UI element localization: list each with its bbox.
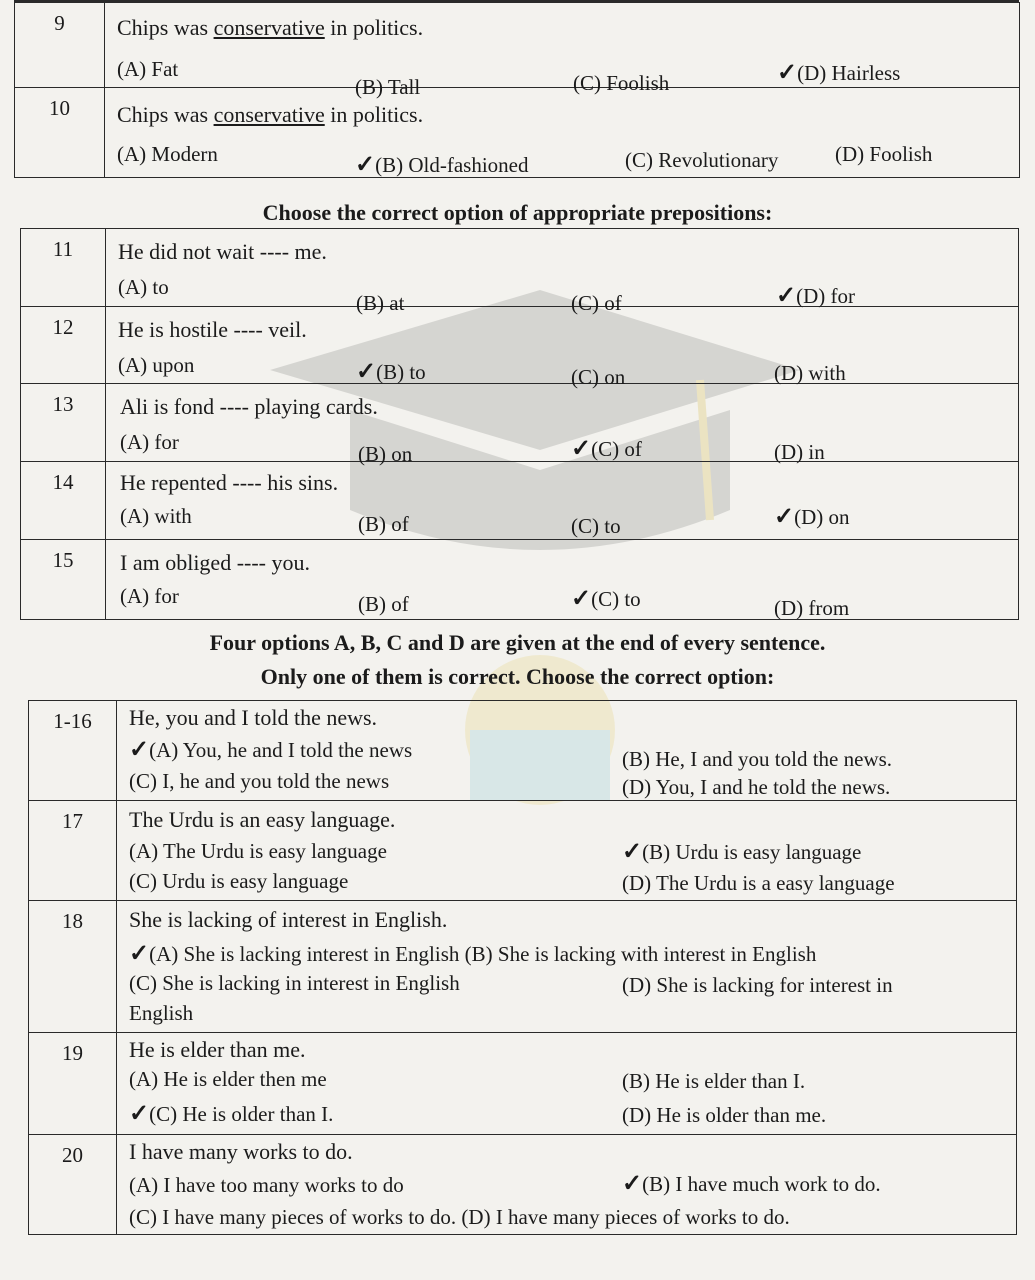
option-c[interactable]: (C) She is lacking in interest in English [129,971,460,995]
question-text: The Urdu is an easy language. [129,807,396,832]
option-a[interactable]: (A) upon [118,353,195,377]
option-a[interactable]: (A) for [120,584,179,608]
option-a[interactable]: (A) Fat [117,57,179,81]
option-a-correct[interactable] [129,735,412,764]
question-number: 20 [29,1135,117,1235]
option-c[interactable]: (C) Foolish [573,71,670,95]
option-label: (C) to [591,587,641,611]
option-a[interactable]: (A) for [120,430,179,454]
question-text: He repented ---- his sins. [120,470,339,495]
question-text: She is lacking of interest in English. [129,907,448,932]
question-sentence: Chips was conservative in politics. [117,15,424,40]
question-number: 18 [29,901,117,1033]
question-text: Ali is fond ---- playing cards. [120,394,378,419]
question-number: 19 [29,1033,117,1135]
underlined-word: conservative [213,102,325,127]
option-a[interactable]: (A) The Urdu is easy language [129,839,387,863]
option-d-correct[interactable] [774,502,850,531]
question-cell [106,540,1019,620]
option-label: (C) He is older than I. [149,1102,334,1126]
vocabulary-table [14,2,1020,178]
option-d[interactable]: (D) The Urdu is a easy language [622,871,895,895]
check-icon: ✓ [776,283,797,309]
option-a[interactable]: (A) to [118,275,169,299]
option-c-continued: English [129,1001,194,1025]
question-text: Chips was conservative in politics. [117,102,424,127]
option-c-d[interactable]: (C) I have many pieces of works to do. (D) I have many pieces of works to do. [129,1205,790,1229]
check-icon: ✓ [129,1101,150,1127]
check-icon: ✓ [571,586,592,612]
question-cell [105,88,1020,178]
question-text: He is elder than me. [129,1037,306,1062]
option-c-correct[interactable] [571,434,642,463]
option-d[interactable]: (D) She is lacking for interest in [622,973,893,997]
option-d[interactable]: (D) Foolish [835,142,933,166]
option-c[interactable]: (C) Revolutionary [625,148,779,172]
question-number: 10 [15,88,105,178]
option-c[interactable]: (C) I, he and you told the news [129,769,390,793]
option-b[interactable]: (B) of [358,512,409,536]
option-a-b[interactable] [129,939,816,968]
question-cell [117,701,1017,801]
question-text [117,15,423,41]
question-number: 13 [21,384,106,462]
option-c-correct[interactable] [571,584,641,613]
option-d[interactable]: (D) in [774,440,825,464]
question-cell [106,462,1019,540]
question-number: 14 [21,462,106,540]
question-number: 12 [21,307,106,384]
option-a[interactable]: (A) I have too many works to do [129,1173,404,1197]
prepositions-table [20,228,1019,620]
question-text: He, you and I told the news. [129,705,378,730]
question-cell [105,3,1020,99]
option-b[interactable]: (B) He is elder than I. [622,1069,806,1093]
question-text: He is hostile ---- veil. [118,317,307,342]
question-number: 9 [15,3,105,88]
section-heading-line2: Only one of them is correct. Choose the correct option: [260,664,775,689]
question-text: He did not wait ---- me. [118,239,327,264]
check-icon: ✓ [571,436,592,462]
check-icon: ✓ [622,1171,643,1197]
question-cell [106,229,1019,315]
option-a[interactable]: (A) He is elder then me [129,1067,327,1091]
option-b-correct[interactable] [356,357,426,386]
option-b[interactable]: (B) Tall [355,75,421,99]
correct-sentence-table [28,700,1017,1235]
underlined-word: conservative [213,15,325,40]
option-label: (D) for [796,284,855,308]
check-icon: ✓ [355,152,376,178]
question-cell [117,1033,1017,1135]
check-icon: ✓ [777,60,798,86]
option-label: (B) Urdu is easy language [642,840,862,864]
option-label: (C) of [591,437,642,461]
option-d[interactable]: (D) You, I and he told the news. [622,775,891,799]
option-c[interactable]: (C) to [571,514,621,538]
question-text: I am obliged ---- you. [120,550,310,575]
check-icon: ✓ [622,839,643,865]
option-b[interactable]: (B) at [356,291,405,315]
option-label: (D) on [794,505,850,529]
option-c[interactable]: (C) on [571,365,626,389]
section-heading-line1: Four options A, B, C and D are given at the end of every sentence. [209,630,826,655]
option-b-correct[interactable] [355,150,529,179]
question-cell [117,1135,1017,1235]
option-c[interactable]: (C) Urdu is easy language [129,869,349,893]
question-number: 15 [21,540,106,620]
question-cell [106,384,1019,466]
question-text: I have many works to do. [129,1139,353,1164]
question-cell [117,801,1017,901]
option-label: (A) She is lacking interest in English (B) She is lacking with interest in English [149,942,817,966]
question-number: 1-16 [29,701,117,801]
question-cell [106,307,1019,389]
option-a[interactable]: (A) with [120,504,192,528]
option-b[interactable]: (B) He, I and you told the news. [622,747,893,771]
option-d[interactable]: (D) with [774,361,846,385]
check-icon: ✓ [356,359,377,385]
option-c-correct[interactable] [129,1099,333,1128]
check-icon: ✓ [774,504,795,530]
option-b-correct[interactable] [622,1169,881,1198]
option-c[interactable]: (C) of [571,291,622,315]
question-number: 17 [29,801,117,901]
option-b-correct[interactable] [622,837,861,866]
section-heading-prepositions: Choose the correct option of appropriate prepositions: [262,200,773,225]
option-label: (B) to [376,360,426,384]
option-d-correct[interactable] [777,58,900,87]
check-icon: ✓ [129,737,150,763]
option-b[interactable]: (B) on [358,442,413,466]
option-b[interactable]: (B) of [358,592,409,616]
option-d[interactable]: (D) from [774,596,850,620]
option-a[interactable]: (A) Modern [117,142,218,166]
option-label: (B) I have much work to do. [642,1172,881,1196]
option-label: (D) Hairless [797,61,901,85]
check-icon: ✓ [129,941,150,967]
option-label: (A) You, he and I told the news [149,738,413,762]
option-label: (B) Old-fashioned [375,153,529,177]
question-cell [117,901,1017,1033]
question-number: 11 [21,229,106,307]
option-d[interactable]: (D) He is older than me. [622,1103,827,1127]
